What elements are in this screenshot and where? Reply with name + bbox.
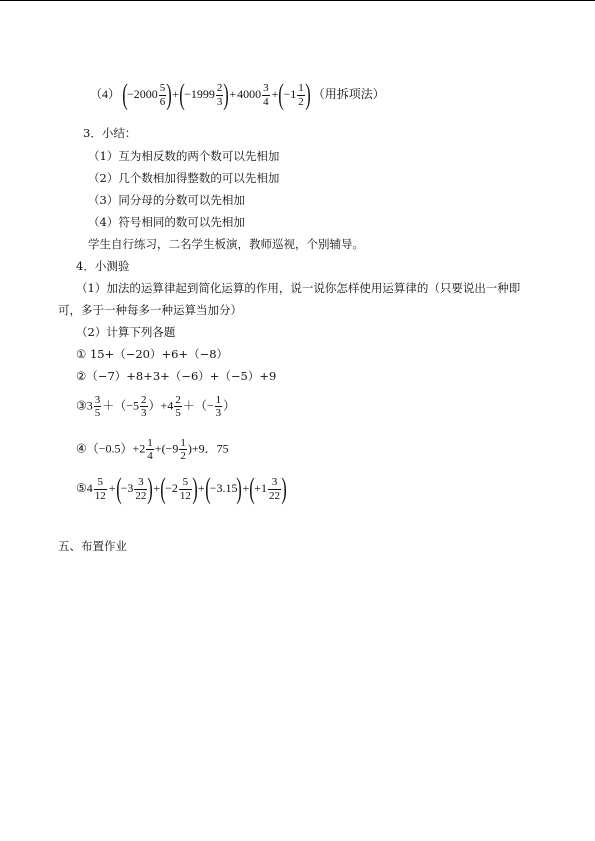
problem-marker: ⑤ <box>76 480 87 495</box>
summary-item: （1）互为相反数的两个数可以先相加 <box>88 149 280 163</box>
summary-item: （3）同分母的分数可以先相加 <box>88 193 245 207</box>
quiz-question-2: （2）计算下列各题 <box>76 325 176 339</box>
term: 4000 <box>237 86 262 101</box>
fraction: $\frac{3}{4}$ <box>263 82 269 108</box>
quiz-title: 4．小测验 <box>76 259 130 273</box>
method-note: （用拆项法） <box>312 86 385 101</box>
summary-item: （2）几个数相加得整数的可以先相加 <box>88 171 280 185</box>
problem-1: ① 15+（−20）+6+（−8） <box>76 347 229 361</box>
fraction: $\frac{2}{3}$ <box>141 394 147 420</box>
right-paren: ) <box>166 78 173 111</box>
term: −1999 <box>184 86 215 101</box>
problem-5: ⑤4 $\frac{5}{12}$ +(−3 $\frac{3}{22}$ )+(−2 $\frac{5}{12}$ )+(−3.15)+(+1 $\frac{3}{22}$ ) <box>76 472 287 505</box>
problem-marker: ③ <box>76 398 87 413</box>
top-rule <box>0 0 595 1</box>
left-paren: ( <box>122 78 128 111</box>
fraction: $\frac{5}{12}$ <box>94 476 106 502</box>
fraction: $\frac{1}{3}$ <box>215 394 222 420</box>
quiz-question-1: （1）加法的运算律起到简化运算的作用，说一说你怎样使用运算律的（只要说出一种即 <box>76 281 521 295</box>
term: −1 <box>283 86 297 101</box>
summary-item: （4）符号相同的数可以先相加 <box>88 215 245 229</box>
term: −2000 <box>127 86 158 101</box>
summary-title: 3．小结： <box>83 126 137 140</box>
fraction: $\frac{2}{5}$ <box>175 394 181 420</box>
practice-note: 学生自行练习，二名学生板演，教师巡视，个别辅导。 <box>88 237 364 251</box>
fraction: $\frac{1}{2}$ <box>180 437 186 463</box>
fraction: $\frac{3}{5}$ <box>94 394 101 420</box>
fraction: $\frac{3}{22}$ <box>269 476 281 502</box>
problem-marker: ④（−0.5）+2 <box>76 441 146 456</box>
plus: + <box>271 86 279 101</box>
plus: + <box>229 86 237 101</box>
fraction: $\frac{3}{22}$ <box>135 476 147 502</box>
fraction: $\frac{1}{2}$ <box>298 82 304 108</box>
fraction: $\frac{5}{12}$ <box>179 476 191 502</box>
fraction: $\frac{1}{4}$ <box>147 437 153 463</box>
section-5-heading: 五、布置作业 <box>58 539 127 553</box>
exercise-4: （4） (−2000 $\frac{5}{6}$ )+(−1999 $\frac{2}{3}$ )+4000 $\frac{3}{4}$ +(−1 $\frac{1}{2}$ ) （用拆项法） <box>90 78 385 111</box>
plus: + <box>172 86 180 101</box>
quiz-question-1-cont: 可，多于一种每多一种运算当加分） <box>58 303 242 317</box>
problem-4: ④（−0.5）+2 $\frac{1}{4}$ +(−9 $\frac{1}{2}$ )+9．75 <box>76 437 229 463</box>
exercise-label: （4） <box>90 86 121 101</box>
fraction: $\frac{5}{6}$ <box>159 82 166 108</box>
problem-3: ③3 $\frac{3}{5}$ ＋（−5 $\frac{2}{3}$ ）+4 $\frac{2}{5}$ ＋（− $\frac{1}{3}$ ） <box>76 394 236 420</box>
problem-2: ②（−7）+8+3+（−6）+（−5）+9 <box>76 369 277 383</box>
fraction: $\frac{2}{3}$ <box>216 82 223 108</box>
